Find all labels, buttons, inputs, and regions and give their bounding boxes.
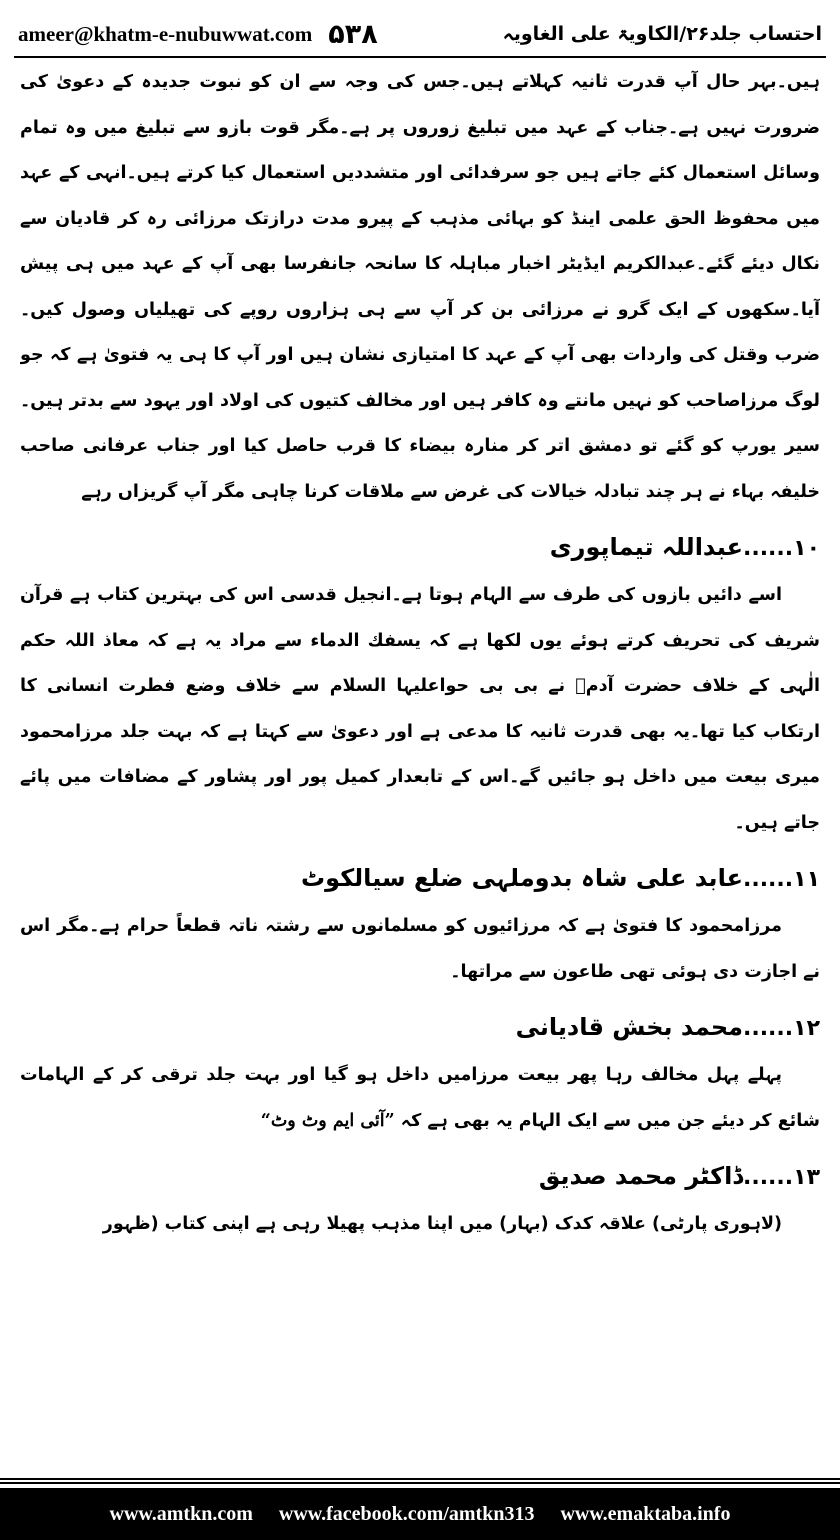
paragraph-section-11: مرزامحمود کا فتویٰ ہے کہ مرزائیوں کو مسلمانوں سے رشتہ ناتہ قطعاً حرام ہے۔مگر اس نے اجازت دی ہوئی تھی طاعون سے مراتھا۔ bbox=[20, 916, 820, 982]
header-rule bbox=[14, 56, 826, 58]
section-heading-13 bbox=[20, 1144, 820, 1202]
quoted-revelation: ”آئی ایم وٹ وٹ“ bbox=[260, 1110, 395, 1131]
page-footer bbox=[0, 1488, 840, 1540]
paragraph-section-13: (لاہوری پارٹی) علاقہ کدک (بہار) میں اپنا مذہب پھیلا رہی ہے اپنی کتاب (ظہور bbox=[102, 1214, 782, 1234]
section-title: محمد بخش قادیانی bbox=[515, 1013, 743, 1041]
footer-link-facebook[interactable]: www.facebook.com/amtkn313 bbox=[278, 1502, 535, 1525]
page-number: ۵۳۸ bbox=[328, 18, 378, 50]
section-number: ۱۱...... bbox=[742, 867, 820, 892]
page-body bbox=[20, 60, 820, 1452]
paragraph-section-12 bbox=[20, 1053, 820, 1144]
section-heading-11 bbox=[20, 846, 820, 904]
footer-rule bbox=[0, 1478, 840, 1484]
page-header bbox=[18, 14, 822, 54]
paragraph-section-10: اسے دائیں بازوں کی طرف سے الہام ہوتا ہے۔انجیل قدسی اس کی بہترین کتاب ہے قرآن شریف کی تحریف کرتے ہوئے یوں لکھا ہے کہ یسفك الدماء سے مراد یہ ہے کہ معاذ اللہ حکم الٰہی کے خلاف حضرت آدمؑ نے بی بی حواعلیہا السلام سے خلاف وضع فطرت انسانی کا ارتکاب کیا تھا۔یہ بھی قدرت ثانیہ کا مدعی ہے اور دعویٰ سے کہتا ہے کہ بہت جلد مرزامحمود میری بیعت میں داخل ہو جائیں گے۔اس کے تابعدار کمیل پور اور پشاور کے مضافات میں پائے جاتے ہیں۔ bbox=[20, 585, 820, 833]
section-number: ۱۰...... bbox=[742, 536, 820, 561]
footer-link-emaktaba[interactable]: www.emaktaba.info bbox=[560, 1502, 731, 1525]
running-title: احتساب جلد۲۶/الکاویۃ علی الغاویہ bbox=[502, 23, 822, 45]
section-title: ڈاکٹر محمد صدیق bbox=[538, 1162, 743, 1190]
paragraph-intro: ہیں۔بہر حال آپ قدرت ثانیہ کہلاتے ہیں۔جس کی وجہ سے ان کو نبوت جدیدہ کے دعویٰ کی ضرورت نہیں ہے۔جناب کے عہد میں تبلیغ زوروں پر ہے۔مگر قوت بازو سے تبلیغ میں وہ تمام وسائل استعمال کئے جاتے ہیں جو سرفدائی اور متشددیں استعمال کیا کرتے ہیں۔انہی کے عہد میں محفوظ الحق علمی اینڈ کو بہائی مذہب کے پیرو مدت درازتک مرزائی رہ کر قادیان سے نکال دیئے گئے۔عبدالکریم ایڈیٹر اخبار مباہلہ کا سانحہ جانفرسا بھی آپ کے عہد میں ہی پیش آیا۔سکھوں کے ایک گرو نے مرزائی بن کر آپ سے ہی ہزاروں روپے کی تھیلیاں وصول کیں۔ضرب وقتل کی واردات بھی آپ کے عہد کا امتیازی نشان ہیں اور آپ کا ہی یہ فتویٰ ہے کہ جو لوگ مرزاصاحب کو نہیں مانتے وہ کافر ہیں اور مخالف کتیوں کی اولاد اور یہود سے بدتر ہیں۔سیر یورپ کو گئے تو دمشق اتر کر منارہ بیضاء کا قرب حاصل کیا اور جناب عرفانی صاحب خلیفہ بہاء نے ہر چند تبادلہ خیالات کی غرض سے ملاقات کرنا چاہی مگر آپ گریزاں رہے bbox=[20, 72, 820, 502]
section-title: عبداللہ تیماپوری bbox=[549, 533, 743, 561]
paragraph-text: پہلے پہل مخالف رہا پھر بیعت مرزامیں داخل ہو گیا اور بہت جلد ترقی کر کے الہامات شائع کر دیئے جن میں سے ایک الہام یہ بھی ہے کہ bbox=[20, 1065, 820, 1131]
header-left bbox=[18, 19, 378, 50]
section-heading-10 bbox=[20, 515, 820, 573]
section-number: ۱۲...... bbox=[742, 1016, 820, 1041]
section-number: ۱۳...... bbox=[742, 1165, 820, 1190]
section-heading-12 bbox=[20, 995, 820, 1053]
header-email: ameer@khatm-e-nubuwwat.com bbox=[18, 21, 313, 46]
footer-link-amtkn[interactable]: www.amtkn.com bbox=[109, 1502, 253, 1525]
section-title: عابد علی شاہ بدوملہی ضلع سیالکوٹ bbox=[301, 864, 743, 892]
